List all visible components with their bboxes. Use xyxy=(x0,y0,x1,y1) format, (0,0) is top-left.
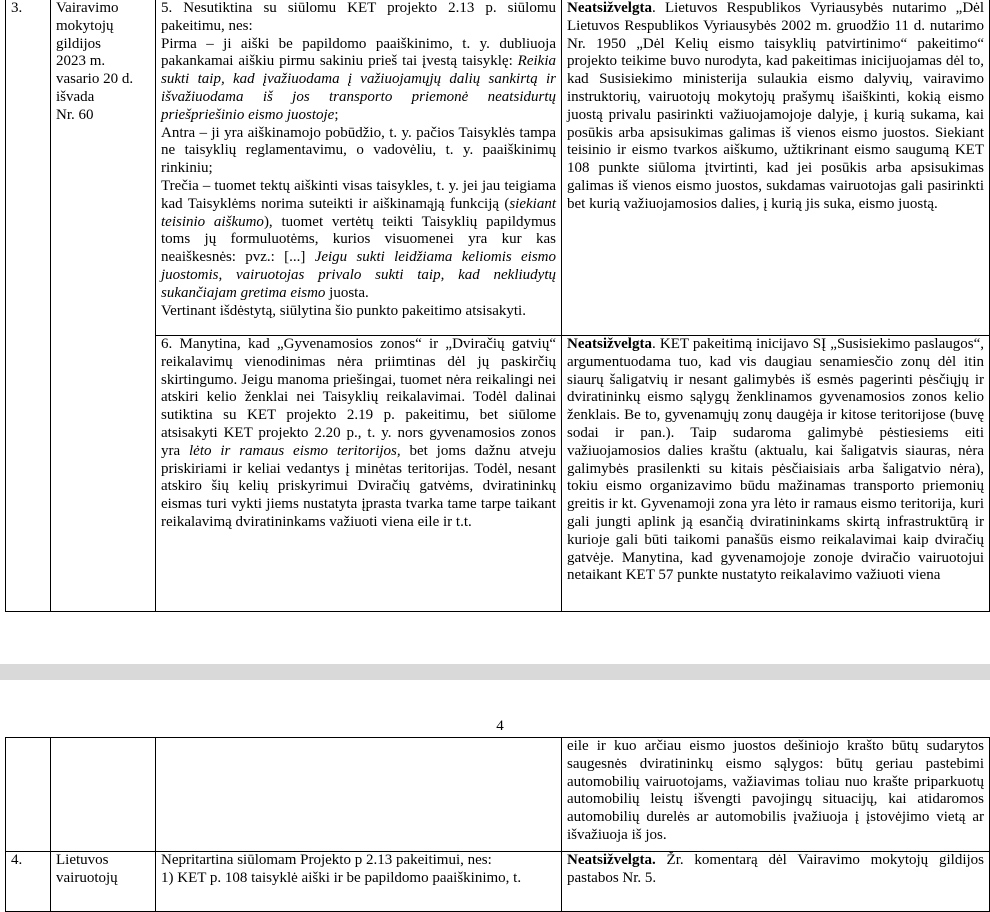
table-row xyxy=(6,738,990,852)
proposal-second: Antra – ji yra aiškinamojo pobūdžio, t. y. pačios Taisyklės tampa ne taisyklių reglamentavimu, o vadovėliu, t. y. paaiškinimų rinkiniu; xyxy=(161,124,556,177)
proposal-first-end: ; xyxy=(334,106,339,123)
proposal-6-text: 6. Manytina, kad „Gyvenamosios zonos“ ir „Dviračių gatvių“ reikalavimų vienodinimas nėra priimtinas dėl jų paskirčių skirtingumo. Jeigu manoma priešingai, tuomet nėra reikalingi nei atskiri kelio ženklai nei Taisyklių reikalavimai. Todėl dalinai sutiktina su KET projekto 2.19 p. pakeitimu, bet siūlome atsisakyti KET projekto 2.20 p., t. y. nors gyvenamosios zonos yra xyxy=(161,336,556,459)
answer-cell xyxy=(562,336,990,612)
proposal-third xyxy=(161,178,556,303)
page-number: 4 xyxy=(496,718,504,734)
proposal-third-italic: siekiant teisinio aiškumo xyxy=(161,195,556,230)
institution-name: Lietuvos vairuotojų xyxy=(56,852,118,886)
proposal-cell xyxy=(156,738,562,852)
answer-cell xyxy=(562,738,990,852)
row-number: 4. xyxy=(11,852,23,868)
row-number-cell xyxy=(6,738,51,852)
institution-line: išvada xyxy=(56,88,95,105)
proposal-cell xyxy=(156,0,562,336)
proposal-line: 1) KET p. 108 taisyklė aiški ir be papildomo paaiškinimo, t. xyxy=(161,869,522,886)
table-row xyxy=(6,0,990,336)
answer-text: . Lietuvos Respublikos Vyriausybės nutarimo „Dėl Lietuvos Respublikos Vyriausybės 2002 m. gruodžio 11 d. nutarimo Nr. 1950 „Dėl Kelių eismo taisyklių patvirtinimo“ pakeitimo“ projekto teikime buvo nurodyta, kad pakeitimas inicijuojamas dėl to, kad Susisiekimo ministerija sulaukia eismo dalyvių, vairavimo instruktorių, vairuotojų mokytojų prašymų išaiškinti, kokią eismo juostą privalu pasirinkti važiuojamojoje dalyje, į kurią sukama, kai posūkis arba apsisukimas galimas iš vienos eismo juostos. Siekiant teisinio ir eismo tvarkos aiškumo, užtikrinant eismo saugumą KET 108 punkte siūloma įtvirtinti, kad jei posūkis arba apsisukimas galimas iš vienos eismo juostos, sukdamas vairuotojas gali pasirinkti bet kurią važiuojamosios dalies, į kurią jis suka, eismo juostą. xyxy=(567,0,984,212)
institution-line: gildijos xyxy=(56,35,102,52)
proposal-intro: 5. Nesutiktina su siūlomu KET projekto 2.13 p. siūlomu pakeitimu, nes: xyxy=(161,0,556,34)
institution-cell xyxy=(51,738,156,852)
answer-6 xyxy=(567,336,984,585)
answer-status: Neatsižvelgta xyxy=(567,0,652,16)
proposal-third-quote: Jeigu sukti leidžiama keliomis eismo juostomis, vairuotojas privalo sukti taip, kad nekliudytų sukančiajam gretima eismo xyxy=(161,249,556,301)
row-number-cell xyxy=(6,0,51,612)
answer-status: Neatsižvelgta xyxy=(567,336,652,352)
institution-line: 2023 m. xyxy=(56,53,106,70)
proposal-cell xyxy=(156,336,562,612)
answer-5 xyxy=(567,0,984,214)
proposal-conclusion: Vertinant išdėstytą, siūlytina šio punkto pakeitimo atsisakyti. xyxy=(161,302,526,319)
proposal-first-text: Pirma – ji aiški be papildomo paaiškinimo, t. y. dubliuoja pakankamai aiškiu pirmu sakiniu prieš tai įvestą taisyklę: xyxy=(161,35,556,70)
institution-line: mokytojų xyxy=(56,17,114,34)
proposal-third-end: juosta. xyxy=(325,284,369,301)
answer-status: Neatsižvelgta. xyxy=(567,852,656,868)
answer-cell xyxy=(562,0,990,336)
page-gap xyxy=(0,664,990,680)
answer-text: Žr. komentarą dėl Vairavimo mokytojų gildijos pastabos Nr. 5. xyxy=(567,852,984,886)
answer-4 xyxy=(567,852,984,888)
comments-table-bottom xyxy=(5,737,990,912)
proposal-first xyxy=(161,36,556,125)
proposal-6-italic: lėto ir ramaus eismo teritorijos, xyxy=(189,442,401,459)
institution-line: Vairavimo xyxy=(56,0,119,16)
answer-text: . KET pakeitimą inicijavo SĮ „Susisiekimo paslaugos“, argumentuodama tuo, kad vis daugiau senamiesčio zonų dėl itin siaurų šaligatvių ir nesant galimybės iš esmės pagerinti pėsčiųjų ir dviratininkų eismo sąlygų ženklinamos gyvenamosios zonos kelio ženklais. Be to, gyvenamųjų zonų daugėja ir kitose teritorijose (buvę sodai ir pan.). Taip sudaroma galimybė pėstiesiems eiti važiuojamosios dalies kraštu (aktualu, kai šaligatvis siauras, nėra galimybės prasilenkti su kitais pėsčiaisiais arba šaligatvio nėra), tokiu eismo organizavimo būdu mažinamas transporto priemonių greitis ir kt. Gyvenamoji zona yra lėto ir ramaus eismo teritorija, kuri gali jungti aplink ją esančią dviratininkams skirtą infrastruktūrą ir kurioje gali būti taikomi panašūs eismo reikalavimai kaip dviračių gatvėje. Manytina, kad gyvenamojoje zonoje dviračio vairuotojui netaikant KET 57 punkte nustatyto reikalavimo važiuoti viena xyxy=(567,336,984,584)
institution-line: vasario 20 d. xyxy=(56,71,134,88)
row-number: 3. xyxy=(11,0,23,16)
proposal-first-quote: Reikia sukti taip, kad įvažiuodama į važiuojamųjų dalių sankirtą ir išvažiuodama iš jos transporto priemonė neatsidurtų priešpriešinio eismo juostoje xyxy=(161,53,556,123)
answer-continuation: eile ir kuo arčiau eismo juostos dešiniojo krašto būtų sudarytos saugesnės dviratininkų eismo sąlygos: būtų geriau pastebimi automobilių vairuotojams, važiavimas toliau nuo krašte priparkuotų automobilių leistų išvengti pavojingų situacijų, kai atidaromos automobilių durelės ar automobilis įvažiuoja į įstovėjimo vietą ar išvažiuoja iš jos. xyxy=(567,738,984,843)
proposal-third-text-b: ), tuomet vertėtų teikti Taisyklių papildymus toms jų formuluotėms, kurios visuomenei yra kur kas neaiškesnės: pvz.: [...] xyxy=(161,213,556,266)
proposal-intro: Nepritartina siūlomam Projekto p 2.13 pakeitimui, nes: xyxy=(161,852,492,868)
proposal-6-text-b: bet joms dažnu atveju priskiriami ir keliai vedantys į minėtas teritorijas. Todėl, nesant atskiro šių kelių priskyrimui Dviračių gatvėms, dviratininkų eismas turi vykti jiems nustatyta įprasta tvarka tame tarpe taikant reikalavimą dviratininkams važiuoti viena eile ir t.t. xyxy=(161,442,556,530)
institution-cell xyxy=(51,0,156,612)
institution-line: Nr. 60 xyxy=(56,106,94,123)
proposal-6 xyxy=(161,336,556,532)
comments-table-top xyxy=(5,0,990,612)
proposal-third-text: Trečia – tuomet tektų aiškinti visas taisykles, t. y. jei jau teigiama kad Taisyklėms norima suteikti ir aiškinamąją funkciją ( xyxy=(161,177,556,212)
